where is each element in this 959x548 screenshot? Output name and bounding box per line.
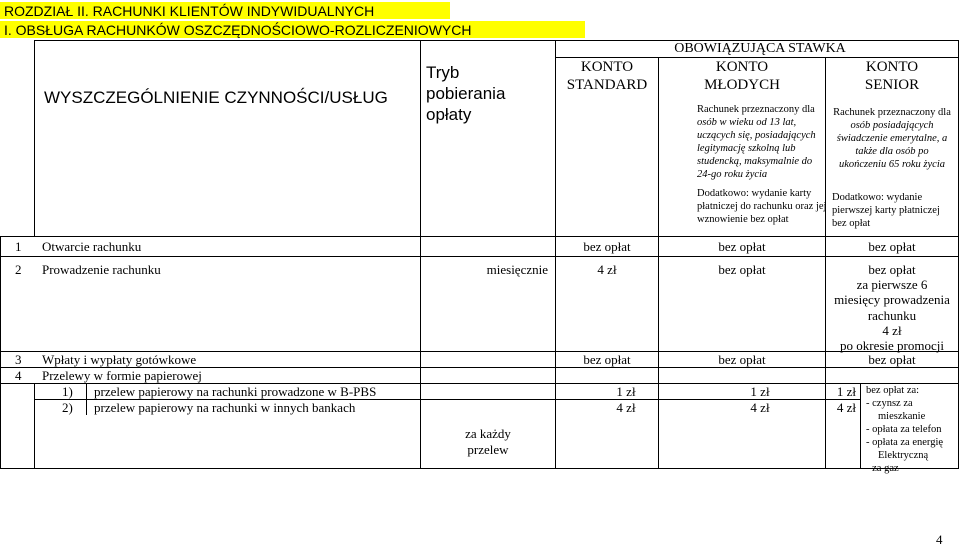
sub-row-label: przelew papierowy na rachunki w innych bankach bbox=[94, 400, 356, 415]
mlodych-extra-line: Dodatkowo: wydanie karty bbox=[697, 188, 812, 199]
mlodych-desc-line: Rachunek przeznaczony dla bbox=[697, 104, 815, 115]
senior-extra-line: Dodatkowo: wydanie bbox=[832, 192, 923, 203]
mode-header-line: Tryb bbox=[426, 63, 460, 82]
sub-row-number: 2) bbox=[62, 400, 73, 415]
senior-header-line: SENIOR bbox=[864, 77, 920, 93]
row-senior-fee: 1 zł bbox=[836, 384, 856, 399]
senior-header bbox=[826, 58, 958, 94]
note-line: - opłata za energię bbox=[866, 437, 944, 448]
header-bottom-line bbox=[0, 236, 959, 237]
row-label: Przelewy w formie papierowej bbox=[42, 368, 202, 383]
mlodych-desc-line: osób w wieku od 13 lat, bbox=[697, 117, 797, 128]
senior-desc-line: ukończeniu 65 roku życia bbox=[838, 159, 946, 170]
activity-header: WYSZCZEGÓLNIENIE CZYNNOŚCI/USŁUG bbox=[44, 88, 388, 107]
transfer-mode bbox=[421, 426, 555, 458]
sub-num-line bbox=[86, 383, 87, 415]
senior-fee-line: 4 zł bbox=[882, 322, 902, 338]
transfer-mode-line: za każdy bbox=[465, 426, 511, 441]
sub-col-line bbox=[34, 383, 35, 468]
mlodych-header bbox=[659, 58, 825, 94]
senior-fee-line: bez opłat bbox=[868, 262, 916, 277]
mlodych-desc-line: legitymację szkolną lub bbox=[697, 143, 796, 154]
standard-header-line: KONTO bbox=[580, 59, 634, 75]
col-senior-note-line bbox=[860, 383, 861, 468]
row-standard-fee: bez opłat bbox=[583, 239, 631, 254]
senior-header-line: KONTO bbox=[865, 59, 919, 75]
col-activity-line bbox=[420, 40, 421, 468]
row-mode: miesięcznie bbox=[486, 262, 548, 277]
page-number: 4 bbox=[936, 532, 943, 547]
note-line: - opłata za telefon bbox=[866, 424, 942, 435]
row-number: 1 bbox=[15, 239, 22, 254]
row-label: Otwarcie rachunku bbox=[42, 239, 142, 254]
mlodych-extra-line: płatniczej do rachunku oraz jej bbox=[697, 201, 827, 212]
senior-description bbox=[827, 106, 957, 171]
note-line: Elektryczną bbox=[878, 450, 929, 461]
row-senior-fee: 4 zł bbox=[836, 400, 856, 415]
sub-row-number: 1) bbox=[62, 384, 73, 399]
note-line: - za gaz bbox=[866, 463, 899, 474]
row-number: 2 bbox=[15, 262, 22, 277]
row1-bottom-line bbox=[0, 256, 959, 257]
row-number: 3 bbox=[15, 352, 22, 367]
row-mlodych-fee: bez opłat bbox=[718, 239, 766, 254]
row-number: 4 bbox=[15, 368, 22, 383]
mlodych-desc-line: 24-go roku życia bbox=[697, 169, 768, 180]
row-senior-fee: bez opłat bbox=[868, 352, 916, 367]
section-title: ROZDZIAŁ II. RACHUNKI KLIENTÓW INDYWIDUALNYCH bbox=[4, 3, 375, 19]
senior-desc-line: Rachunek przeznaczony dla bbox=[833, 107, 951, 118]
row-senior-fee bbox=[826, 262, 958, 353]
standard-header-line: STANDARD bbox=[566, 77, 648, 93]
chapter-title: I. OBSŁUGA RACHUNKÓW OSZCZĘDNOŚCIOWO-ROZLICZENIOWYCH bbox=[4, 22, 472, 38]
mode-header bbox=[426, 62, 505, 125]
senior-fee-line: miesięcy prowadzenia bbox=[834, 292, 950, 308]
row-label: Wpłaty i wypłaty gotówkowe bbox=[42, 352, 197, 367]
senior-desc-line: także dla osób po bbox=[855, 146, 929, 157]
row-mlodych-fee: 1 zł bbox=[750, 384, 770, 399]
senior-extra-line: bez opłat bbox=[832, 218, 871, 229]
mlodych-desc-line: studencką, maksymalnie do bbox=[697, 156, 813, 167]
sub-row-label: przelew papierowy na rachunki prowadzone w B-PBS bbox=[94, 384, 377, 399]
transfer-mode-line: przelew bbox=[467, 442, 509, 457]
table-bottom-line bbox=[0, 468, 959, 469]
senior-extra-line: pierwszej karty płatniczej bbox=[832, 205, 940, 216]
senior-transfer-note bbox=[866, 384, 943, 475]
row-standard-fee: bez opłat bbox=[583, 352, 631, 367]
mlodych-header-line: MŁODYCH bbox=[704, 77, 780, 93]
row-standard-fee: 4 zł bbox=[597, 262, 617, 277]
mode-header-line: opłaty bbox=[426, 105, 472, 124]
note-line: mieszkanie bbox=[878, 411, 926, 422]
standard-header bbox=[556, 58, 658, 94]
row-mlodych-fee: bez opłat bbox=[718, 262, 766, 277]
mode-header-line: pobierania bbox=[426, 84, 506, 103]
senior-fee-line: za pierwsze 6 bbox=[856, 277, 928, 293]
mlodych-extra-line: wznowienie bez opłat bbox=[697, 214, 789, 225]
senior-fee-line: po okresie promocji bbox=[840, 338, 944, 354]
row-standard-fee: 4 zł bbox=[616, 400, 636, 415]
note-line: bez opłat za: bbox=[866, 385, 920, 396]
mlodych-extra bbox=[697, 187, 826, 226]
row-mlodych-fee: bez opłat bbox=[718, 352, 766, 367]
left-border bbox=[0, 236, 1, 468]
row-mlodych-fee: 4 zł bbox=[750, 400, 770, 415]
senior-extra bbox=[832, 191, 940, 230]
senior-desc-line: osób posiadających bbox=[850, 120, 934, 131]
senior-fee-line: rachunku bbox=[867, 307, 917, 323]
rate-group-header: OBOWIĄZUJĄCA STAWKA bbox=[674, 41, 846, 56]
row-label: Prowadzenie rachunku bbox=[42, 262, 161, 277]
table-left-inner bbox=[34, 40, 35, 236]
row-standard-fee: 1 zł bbox=[616, 384, 636, 399]
mlodych-desc-line: uczących się, posiadających bbox=[697, 130, 816, 141]
row-senior-fee: bez opłat bbox=[868, 239, 916, 254]
note-line: - czynsz za bbox=[866, 398, 913, 409]
mlodych-header-line: KONTO bbox=[715, 59, 769, 75]
mlodych-description bbox=[697, 103, 816, 181]
senior-desc-line: świadczenie emerytalne, a bbox=[836, 133, 948, 144]
